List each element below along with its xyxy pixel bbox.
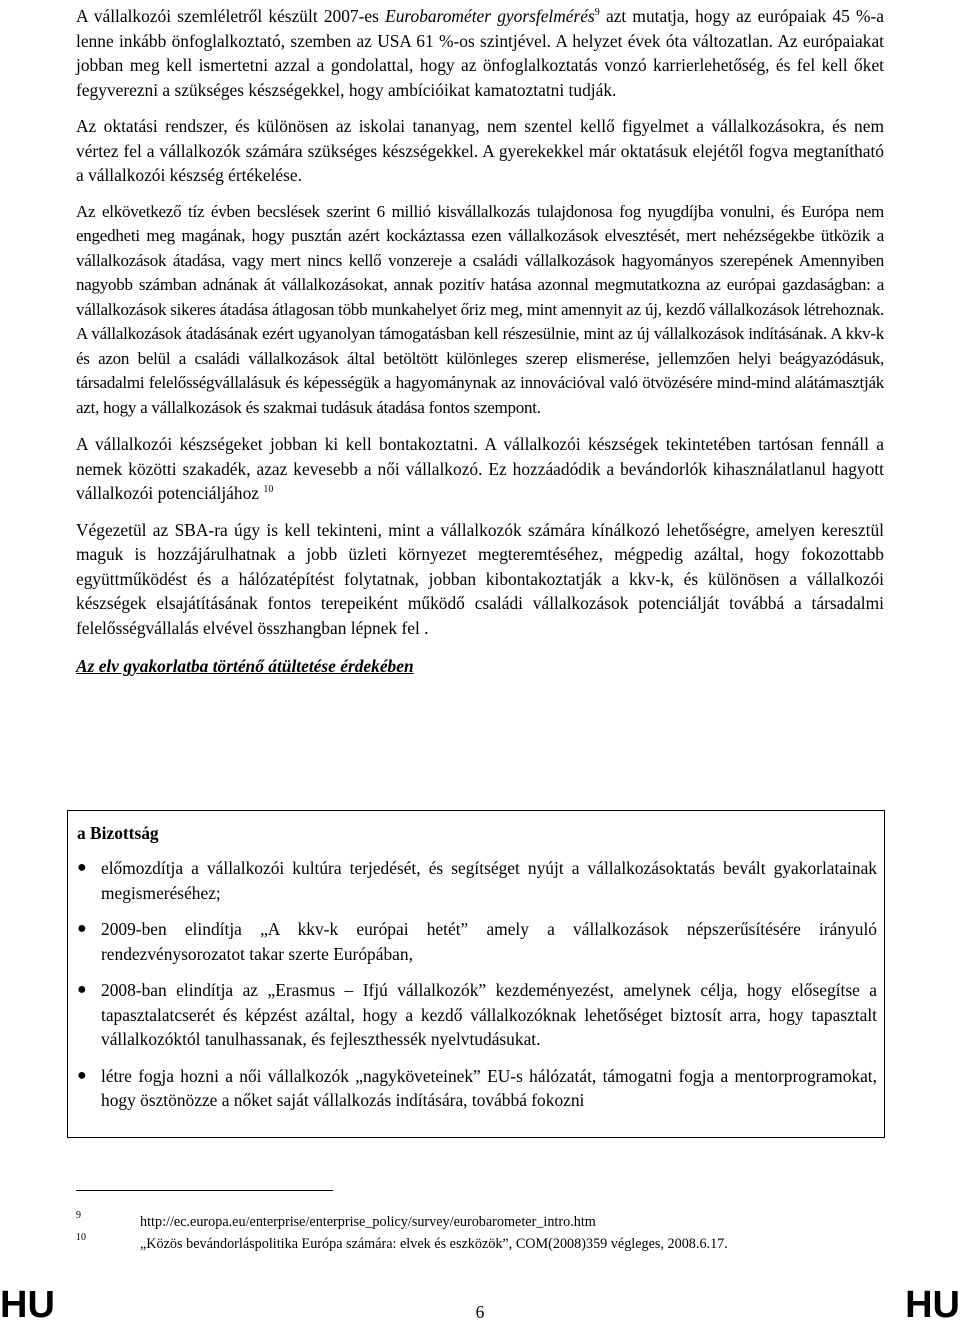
list-item-text: létre fogja hozni a női vállalkozók „nagyköveteinek” EU-s hálózatát, támogatni fogja a mentorprogramokat, hogy ösztönözze a nőket saját vállalkozás indítására, továbbá fokozni [101,1065,877,1110]
paragraph-sba-opportunity: Végezetül az SBA-ra úgy is kell tekinteni, mint a vállalkozók számára kínálkozó lehetőségre, amelyen keresztül maguk is hozzájárulhatnak a jobb üzleti környezet megteremtéséhez, mégpedig azáltal, hogy fokozottabb együttműködést és a hálózatépítést folytatnak, jobban kibontakoztatják a kkv-k, és különösen a vállalkozói készségek elsajátításának fontos terepeiként működő családi vállalkozások potenciálját továbbá a társadalmi felelősségvállalás elvével összhangban lépnek fel . [76,519,884,638]
footnote-separator [76,1190,333,1191]
language-code-right: HU [905,1284,960,1326]
p4-text: A vállalkozói készségeket jobban ki kell bontakoztatni. A vállalkozói készségek tekintetében tartósan fennáll a nemek közötti szakadék, azaz kevesebb a női vállalkozó. Ez hozzáadódik a bevándorlók kihasználatlanul hagyott vállalkozói potenciáljához [76,434,884,503]
bullet-icon: ● [77,981,87,998]
bullet-icon: ● [77,920,87,937]
p1-text-start: A vállalkozói szemléletről készült 2007-es [76,6,386,26]
paragraph-entrepreneurial-skills [76,432,884,506]
body-text [76,4,884,701]
actions-list [68,856,885,1125]
paragraph-education: Az oktatási rendszer, és különösen az iskolai tananyag, nem szentel kellő figyelmet a vállalkozásokra, és nem vértez fel a vállalkozók számára szükséges készségekkel. A gyerekekkel már oktatásuk elejétől fogva megtanítható a vállalkozói készség értékelése. [76,116,884,185]
footnote-text: „Közös bevándorláspolitika Európa számára: elvek és eszközök”, COM(2008)359 végleges, 2008.6.17. [140,1236,728,1252]
commission-actions-box [67,810,885,1138]
section-heading: Az elv gyakorlatba történő átültetése érdekében [76,656,414,676]
page-number: 6 [475,1302,485,1322]
bullet-icon: ● [77,859,87,876]
list-item-text: 2008-ban elindítja az „Erasmus – Ifjú vállalkozók” kezdeményezést, amelynek célja, hogy elősegítse a tapasztalatcserét és képzést azáltal, hogy a kezdő vállalkozóknak lehetőséget biztosít arra, hogy tapasztalt vállalkozóktól tanulhassanak, és fejleszthessék nyelvtudásukat. [101,980,877,1049]
paragraph-business-transfer: Az elkövetkező tíz évben becslések szerint 6 millió kisvállalkozás tulajdonosa fog nyugdíjba vonulni, és Európa nem engedheti meg magának, hogy pusztán azért kockáztassa ezen vállalkozások elvesztését, mert nehézségekbe ütközik a vállalkozások átadása, vagy mert nincs kellő vonzereje a családi vállalkozások hagyományos szerepének Amennyiben nagyobb számban adnának át vállalkozásokat, annak pozitív hatása azonnal megmutatkozna az európai gazdaságban: a vállalkozások sikeres átadása átlagosan több munkahelyet őriz meg, mint amennyit az új, kezdő vállalkozások létrehoznak. A vállalkozások átadásának ezért ugyanolyan támogatásban kell részesülnie, mint az új vállalkozások indításának. A kkv-k és azon belül a családi vállalkozások által betöltött különleges szerep elismerése, jellemzően helyi beágyazódásuk, társadalmi felelősségvállalásuk és képességük a hagyománynak az innovációval való ötvözésére mind-mind alátámasztják azt, hogy a vállalkozások és szakmai tudásuk átadása fontos szempont. [76,201,884,417]
list-item [68,1064,885,1113]
list-item-text: 2009-ben elindítja „A kkv-k európai hetét” amely a vállalkozások népszerűsítésére irányuló rendezvénysorozatot takar szerte Európában, [101,919,877,964]
footnote-number: 10 [76,1232,86,1243]
p1-text-end: azt mutatja, hogy az európaiak 45 %-a lenne inkább önfoglalkoztató, szemben az USA 61 %-os szintjével. A helyzet évek óta változatlan. Az európaiakat jobban meg kell ismertetni azzal a gondolattal, hogy az önfoglalkoztatás vonzó karrierlehetőség, és fel kell őket fegyverezni a szükséges készségekkel, hogy ambícióikat kamatoztatni tudják. [76,6,885,100]
list-item [68,978,885,1052]
footnote-number: 9 [76,1210,81,1221]
paragraph-eurobarometer [76,4,884,102]
footnote-link[interactable]: http://ec.europa.eu/enterprise/enterprise_policy/survey/eurobarometer_intro.htm [140,1214,596,1230]
list-item-text: előmozdítja a vállalkozói kultúra terjedését, és segítséget nyújt a vállalkozásoktatás bevált gyakorlatainak megismeréséhez; [101,858,877,903]
footnote-ref-9[interactable]: 9 [594,7,600,19]
list-item [68,856,885,905]
footnote-ref-10[interactable]: 10 [263,484,274,496]
list-item [68,917,885,966]
p1-italic-title: Eurobarométer gyorsfelmérés [385,6,595,26]
language-code-left: HU [0,1284,55,1326]
bullet-icon: ● [77,1066,87,1084]
box-title: a Bizottság [77,823,159,843]
